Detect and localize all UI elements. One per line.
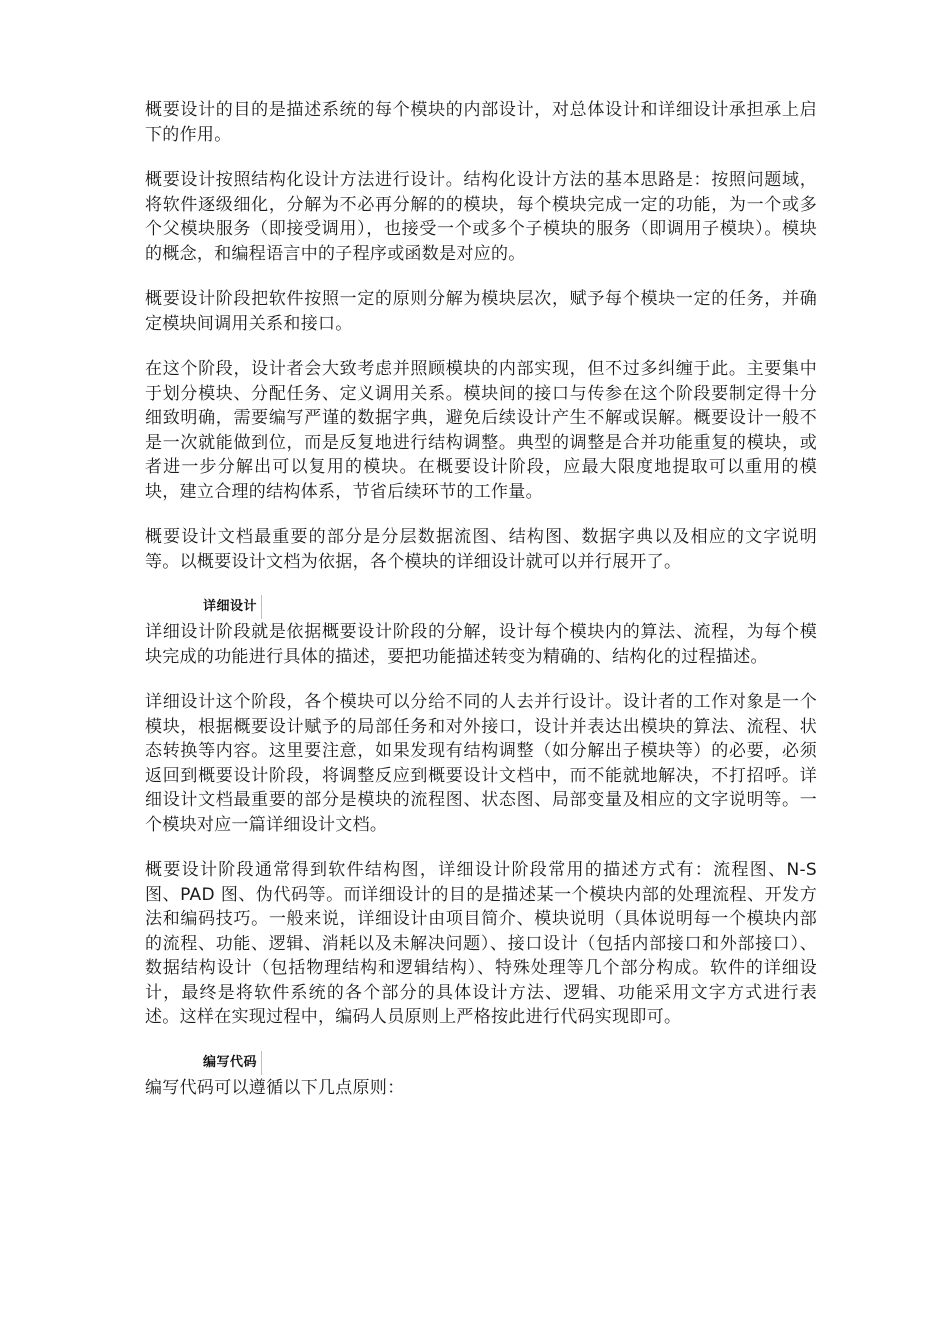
paragraph-detail-2: 详细设计这个阶段，各个模块可以分给不同的人去并行设计。设计者的工作对象是一个模块，根据概要设计赋予的局部任务和对外接口，设计并表达出模块的算法、流程、状态转换等内容。这里要注意，如果发现有结构调整（如分解出子模块等）的必要，必须返回到概要设计阶段，将调整反应到概要设计文档中，而不能就地解决，不打招呼。详细设计文档最重要的部分是模块的流程图、状态图、局部变量及相应的文字说明等。一个模块对应一篇详细设计文档。 [145,692,817,835]
paragraph-intro-1: 概要设计的目的是描述系统的每个模块的内部设计，对总体设计和详细设计承担承上启下的作用。 [145,100,817,145]
paragraph-intro-2: 概要设计按照结构化设计方法进行设计。结构化设计方法的基本思路是：按照问题域，将软件逐级细化，分解为不必再分解的的模块，每个模块完成一定的功能，为一个或多个父模块服务（即接受调用），也接受一个或多个子模块的服务（即调用子模块）。模块的概念，和编程语言中的子程序或函数是对应的。 [145,170,817,264]
document-body [145,98,817,1121]
paragraph-intro-5: 概要设计文档最重要的部分是分层数据流图、结构图、数据字典以及相应的文字说明等。以概要设计文档为依据，各个模块的详细设计就可以并行展开了。 [145,527,817,572]
section-heading-detail-design [145,595,817,620]
paragraph-code-1: 编写代码可以遵循以下几点原则： [145,1077,405,1098]
paragraph-detail-3: 概要设计阶段通常得到软件结构图，详细设计阶段常用的描述方式有：流程图、N-S 图、PAD 图、伪代码等。而详细设计的目的是描述某一个模块内部的处理流程、开发方法和编码技巧。一般来说，详细设计由项目简介、模块说明（具体说明每一个模块内部的流程、功能、逻辑、消耗以及未解决问题）、接口设计（包括内部接口和外部接口）、数据结构设计（包括物理结构和逻辑结构）、特殊处理等几个部分构成。软件的详细设计，最终是将软件系统的各个部分的具体设计方法、逻辑、功能采用文字方式进行表述。这样在实现过程中，编码人员原则上严格按此进行代码实现即可。 [145,860,817,1027]
section-heading-write-code [145,1051,817,1076]
heading-detail-design: 详细设计 [203,599,258,614]
heading-write-code: 编写代码 [203,1054,258,1070]
paragraph-intro-4: 在这个阶段，设计者会大致考虑并照顾模块的内部实现，但不过多纠缠于此。主要集中于划分模块、分配任务、定义调用关系。模块间的接口与传参在这个阶段要制定得十分细致明确，需要编写严谨的数据字典，避免后续设计产生不解或误解。概要设计一般不是一次就能做到位，而是反复地进行结构调整。典型的调整是合并功能重复的模块，或者进一步分解出可以复用的模块。在概要设计阶段，应最大限度地提取可以重用的模块，建立合理的结构体系，节省后续环节的工作量。 [145,359,817,502]
heading-divider [261,1051,262,1075]
paragraph-detail-1: 详细设计阶段就是依据概要设计阶段的分解，设计每个模块内的算法、流程，为每个模块完成的功能进行具体的描述，要把功能描述转变为精确的、结构化的过程描述。 [145,622,817,667]
heading-divider [261,595,262,619]
paragraph-intro-3: 概要设计阶段把软件按照一定的原则分解为模块层次，赋予每个模块一定的任务，并确定模块间调用关系和接口。 [145,289,817,334]
